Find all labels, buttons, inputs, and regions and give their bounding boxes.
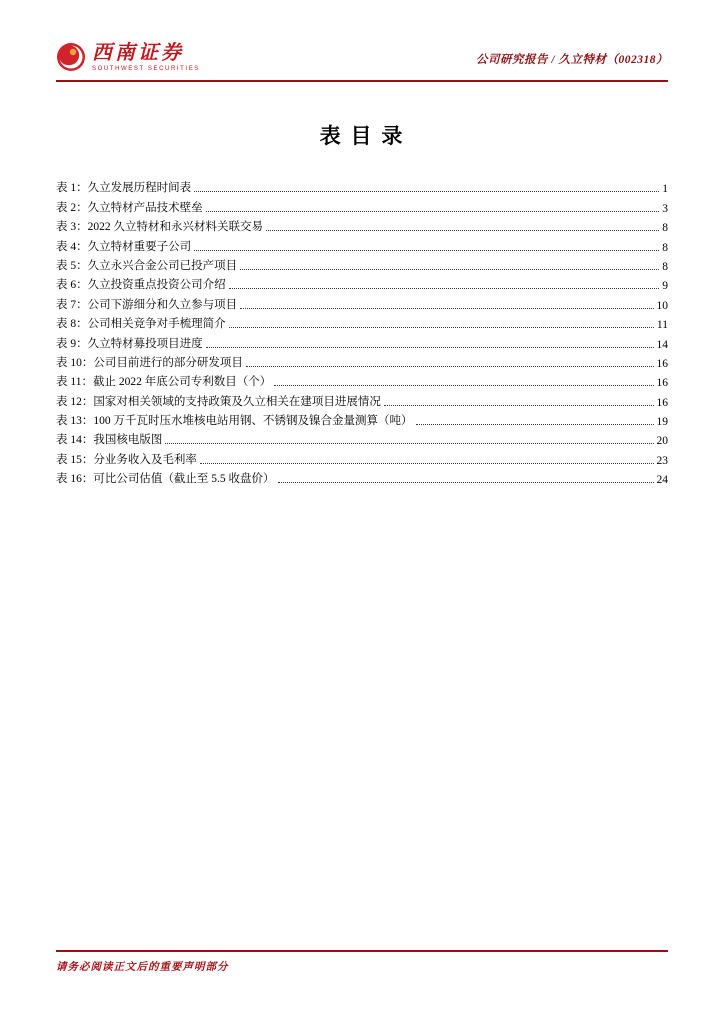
toc-dot-leader	[246, 366, 654, 367]
toc-entry[interactable]	[56, 254, 668, 273]
toc-entry-label: 表 10：公司目前进行的部分研发项目	[56, 356, 243, 369]
toc-entry-page-number: 9	[662, 280, 668, 293]
toc-dot-leader	[165, 443, 653, 444]
toc-dot-leader	[200, 463, 654, 464]
toc-entry-label: 表 7：公司下游细分和久立参与项目	[56, 298, 238, 311]
toc-entry-page-number: 16	[656, 357, 668, 370]
toc-entry-page-number: 16	[656, 396, 668, 409]
toc-entry-page-number: 1	[662, 183, 668, 196]
toc-entry-page-number: 16	[656, 377, 668, 390]
toc-entry[interactable]	[56, 370, 668, 389]
toc-entry-label: 表 5：久立永兴合金公司已投产项目	[56, 259, 238, 272]
toc-dot-leader	[240, 308, 653, 309]
toc-entry[interactable]	[56, 467, 668, 486]
toc-entry[interactable]	[56, 215, 668, 234]
report-type-label: 公司研究报告 / 久立特材（002318）	[476, 54, 668, 66]
toc-entry-page-number: 14	[656, 338, 668, 351]
header-divider	[56, 80, 668, 82]
toc-list	[56, 176, 668, 486]
toc-dot-leader	[416, 424, 654, 425]
toc-entry[interactable]	[56, 409, 668, 428]
toc-entry[interactable]	[56, 389, 668, 408]
report-footer	[56, 950, 668, 974]
toc-entry-page-number: 3	[662, 202, 668, 215]
toc-entry-label: 表 11：截止 2022 年底公司专利数目（个）	[56, 376, 272, 389]
toc-entry-page-number: 8	[662, 222, 668, 235]
toc-entry-page-number: 24	[656, 474, 668, 487]
toc-dot-leader	[266, 230, 659, 231]
toc-entry[interactable]	[56, 273, 668, 292]
toc-entry-page-number: 19	[656, 416, 668, 429]
toc-entry[interactable]	[56, 351, 668, 370]
toc-entry-page-number: 20	[656, 435, 668, 448]
toc-section	[56, 120, 668, 486]
toc-dot-leader	[194, 191, 659, 192]
footer-disclaimer: 请务必阅读正文后的重要声明部分	[56, 962, 229, 973]
toc-title: 表 目 录	[319, 125, 405, 148]
toc-entry-page-number: 23	[656, 454, 668, 467]
brand-subtitle: SOUTHWEST SECURITIES	[92, 65, 200, 72]
report-header	[56, 0, 668, 72]
toc-dot-leader	[274, 385, 653, 386]
toc-dot-leader	[240, 269, 659, 270]
toc-entry-label: 表 3：2022 久立特材和永兴材料关联交易	[56, 221, 263, 234]
toc-entry[interactable]	[56, 176, 668, 195]
toc-entry-label: 表 1：久立发展历程时间表	[56, 182, 192, 195]
toc-entry-page-number: 10	[656, 299, 668, 312]
logo	[56, 42, 200, 72]
toc-entry[interactable]	[56, 447, 668, 466]
toc-entry-page-number: 8	[662, 260, 668, 273]
toc-entry-label: 表 14：我国核电版图	[56, 434, 163, 447]
toc-entry-label: 表 13：100 万千瓦时压水堆核电站用钢、不锈钢及镍合金量测算（吨）	[56, 415, 413, 428]
toc-entry-label: 表 2：久立特材产品技术壁垒	[56, 201, 203, 214]
toc-entry[interactable]	[56, 195, 668, 214]
footer-divider	[56, 950, 668, 952]
toc-dot-leader	[384, 405, 654, 406]
toc-entry-page-number: 8	[662, 241, 668, 254]
toc-entry[interactable]	[56, 331, 668, 350]
toc-entry-label: 表 12：国家对相关领域的支持政策及久立相关在建项目进展情况	[56, 395, 381, 408]
logo-text	[92, 43, 200, 72]
brand-swirl-icon	[56, 42, 86, 72]
brand-name: 西南证券	[92, 41, 184, 64]
toc-entry-label: 表 16：可比公司估值（截止至 5.5 收盘价）	[56, 473, 275, 486]
toc-entry-label: 表 8：公司相关竞争对手梳理简介	[56, 318, 226, 331]
toc-dot-leader	[206, 211, 660, 212]
toc-entry[interactable]	[56, 428, 668, 447]
toc-dot-leader	[194, 250, 659, 251]
toc-entry-page-number: 11	[656, 319, 668, 332]
toc-entry[interactable]	[56, 292, 668, 311]
toc-entry-label: 表 9：久立特材募投项目进度	[56, 337, 203, 350]
toc-entry-label: 表 15：分业务收入及毛利率	[56, 453, 197, 466]
toc-dot-leader	[278, 482, 654, 483]
toc-entry[interactable]	[56, 234, 668, 253]
toc-entry[interactable]	[56, 312, 668, 331]
toc-dot-leader	[229, 288, 660, 289]
toc-entry-label: 表 4：久立特材重要子公司	[56, 240, 192, 253]
toc-entry-label: 表 6：久立投资重点投资公司介绍	[56, 279, 226, 292]
toc-dot-leader	[206, 347, 654, 348]
toc-dot-leader	[229, 327, 654, 328]
